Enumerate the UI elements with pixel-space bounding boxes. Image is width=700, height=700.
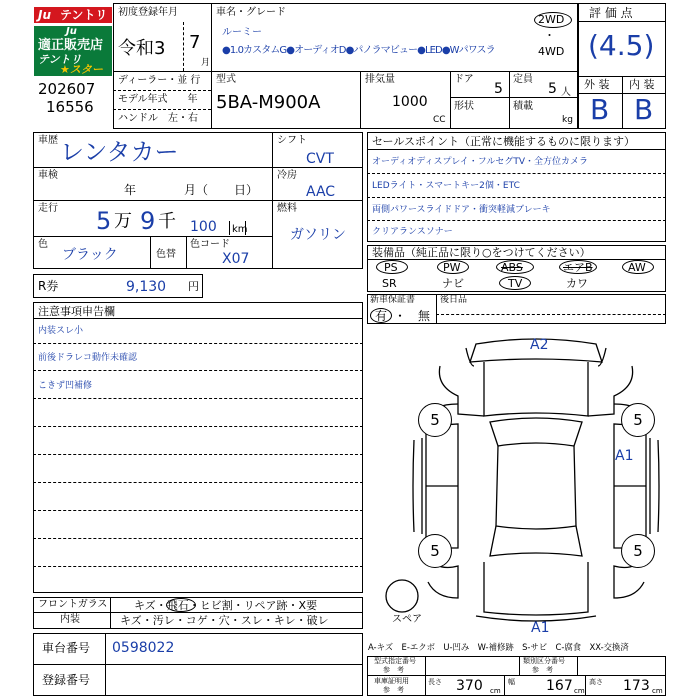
shift-label: シフト [277, 135, 307, 146]
mileage-man-unit: 万 [114, 211, 132, 232]
code1: 202607 [38, 80, 96, 98]
first-reg-month-unit: 月 [201, 58, 211, 68]
type-spec-ref: 参 考 [383, 666, 404, 674]
note-line: こきず凹補修 [38, 381, 93, 391]
brand-logo [34, 7, 112, 23]
height-unit: cm [652, 687, 663, 695]
capacity-unit: 人 [561, 87, 571, 98]
width-label: 幅 [508, 678, 515, 686]
height-label: 高さ [589, 678, 603, 686]
ac-value: AAC [306, 184, 336, 200]
doors: 5 [494, 81, 503, 97]
first-reg-month: 7 [189, 32, 201, 53]
type-spec-label: 型式指定番号 [374, 657, 416, 665]
warranty-yes: 有 [375, 309, 388, 323]
drive-dot: ・ [544, 29, 555, 42]
displacement-unit: CC [433, 115, 446, 125]
damage-mark-top: A2 [530, 337, 549, 353]
fuel-label: 燃料 [277, 203, 297, 214]
badge-line2: テントリ [38, 53, 82, 66]
first-reg-era: 令和3 [118, 38, 166, 59]
mileage-hyaku: 100 [190, 219, 217, 235]
inspection-year-unit: 年 [124, 183, 137, 197]
width-unit: cm [574, 687, 585, 695]
inspection-day-unit: 日） [234, 183, 259, 197]
damage-mark-rl: 5 [418, 534, 452, 568]
brand-tentori: テントリ [60, 8, 108, 22]
mileage-unit: km [232, 224, 248, 235]
handle-label: ハンドル 左・右 [118, 113, 198, 124]
mileage-label: 走行 [38, 203, 58, 214]
interior-damage-label: 内装 [60, 614, 80, 625]
equipment-title: 装備品（純正品に限り○をつけてください） [372, 246, 591, 259]
warranty-label: 新車保証書 [370, 295, 416, 305]
car-damage-diagram [366, 326, 666, 638]
fuel-value: ガソリン [290, 227, 346, 243]
chassis-label: 車台番号 [42, 641, 91, 655]
flying-stone-circle [166, 598, 196, 612]
damage-legend: A-キズ E-エクボ U-凹み W-補修跡 S-サビ C-腐食 XX-交換済 [368, 642, 629, 652]
spare-label: スペア [392, 614, 422, 625]
width-value: 167 [546, 678, 573, 694]
length-unit: cm [490, 687, 501, 695]
recycle-amount: 9,130 [126, 279, 167, 295]
badge-ju: Ju [66, 26, 77, 37]
color-value: ブラック [62, 247, 118, 263]
sales-point-line: 両側パワースライドドア・衝突軽減ブレーキ [372, 205, 551, 215]
car-grade: ●1.0カスタムG●オーディオD●パノラマビュー●LED●Wパワスラ [222, 45, 495, 56]
equip-tv: TV [508, 277, 523, 290]
color-label: 色 [38, 239, 48, 250]
front-glass-items: キズ・飛石・ヒビ割・リペア跡・X要 [134, 599, 318, 612]
note-line: 前後ドラレコ動作未確認 [38, 353, 138, 363]
mileage-sen-unit: 千 [158, 211, 176, 232]
dealer-label: ディーラー・並 行 [118, 75, 201, 86]
model-year-label: モデル年式 年 [118, 94, 198, 105]
mileage-sen: 9 [140, 207, 156, 235]
equip-aw: AW [628, 261, 646, 274]
equip-navi: ナビ [442, 277, 464, 290]
sales-points-title: セールスポイント（正常に機能するものに限ります） [372, 135, 636, 148]
equip-airbag: エアB [563, 261, 593, 274]
class-ref: 参 考 [532, 666, 553, 674]
history-value: レンタカー [60, 138, 179, 166]
recycle-label: R券 [38, 279, 59, 293]
load-label: 積載 [513, 101, 533, 112]
shift-value: CVT [306, 151, 334, 167]
warranty-separator: ・ [394, 309, 407, 323]
star-badge [34, 26, 112, 76]
cert-label: 車庫証明用 [374, 677, 409, 685]
model-type: 5BA-M900A [216, 92, 321, 113]
equip-ps: PS [384, 261, 398, 274]
exterior-label: 外 装 [584, 78, 610, 91]
shape-label: 形状 [454, 101, 474, 112]
interior-damage-items: キズ・汚レ・コゲ・穴・スレ・キレ・破レ [120, 614, 329, 627]
model-type-label: 型式 [216, 74, 236, 85]
code2: 16556 [46, 98, 94, 116]
front-glass-label: フロントガラス [38, 599, 108, 610]
first-reg-label: 初度登録年月 [118, 7, 178, 18]
sales-point-line: LEDライト・スマートキー2個・ETC [372, 181, 520, 191]
later-items-label: 後日品 [440, 295, 468, 305]
drive-4wd: 4WD [538, 45, 565, 58]
evaluation-score: (4.5) [588, 29, 655, 62]
notes-title: 注意事項申告欄 [38, 305, 115, 318]
load-unit: kg [562, 115, 573, 125]
interior-label: 内 装 [629, 78, 655, 91]
badge-line1: 適正販売店 [38, 38, 104, 53]
brand-ju: Ju [38, 8, 52, 22]
equip-leather: カワ [566, 277, 588, 290]
reg-label: 登録番号 [42, 673, 91, 687]
sales-point-line: クリアランスソナー [372, 227, 453, 237]
displacement: 1000 [392, 94, 428, 110]
mileage-man: 5 [96, 207, 112, 235]
drive-2wd: 2WD [538, 13, 565, 26]
capacity-label: 定員 [513, 74, 533, 85]
damage-mark-fl: 5 [418, 403, 452, 437]
car-name: ルーミー [222, 27, 262, 38]
capacity: 5 [548, 81, 557, 97]
ac-label: 冷房 [277, 170, 297, 181]
color-code: X07 [222, 251, 250, 267]
displacement-label: 排気量 [365, 74, 395, 85]
notes-box [33, 302, 363, 593]
interior-grade: B [634, 93, 654, 126]
warranty-no: 無 [418, 309, 431, 323]
chassis-number: 0598022 [112, 640, 175, 656]
equip-pw: PW [443, 261, 461, 274]
length-value: 370 [456, 678, 483, 694]
doors-label: ドア [454, 74, 474, 85]
cert-ref: 参 考 [383, 686, 404, 694]
class-label: 類別区分番号 [523, 657, 565, 665]
evaluation-label: 評 価 点 [589, 6, 633, 20]
note-line: 内装スレ小 [38, 326, 84, 336]
inspection-label: 車検 [38, 170, 58, 181]
equip-abs: ABS [501, 261, 523, 274]
inspection-month-unit: 月（ [184, 183, 209, 197]
color-code-label: 色コード [190, 239, 230, 250]
recycle-box [33, 274, 203, 298]
length-label: 長さ [428, 678, 442, 686]
history-label: 車歴 [38, 135, 58, 146]
damage-mark-fr: 5 [621, 403, 655, 437]
badge-line3: ★スター [60, 63, 103, 76]
damage-mark-rr: 5 [621, 534, 655, 568]
height-value: 173 [623, 678, 650, 694]
recycle-unit: 円 [188, 280, 199, 293]
equip-sr: SR [382, 277, 397, 290]
exterior-grade: B [590, 93, 610, 126]
sales-point-line: オーディオディスプレイ・フルセグTV・全方位カメラ [372, 157, 589, 167]
repaint-label: 色替 [156, 249, 176, 260]
damage-mark-bottom: A1 [531, 620, 550, 636]
name-grade-label: 車名・グレード [216, 7, 286, 18]
damage-mark-right: A1 [615, 448, 634, 464]
